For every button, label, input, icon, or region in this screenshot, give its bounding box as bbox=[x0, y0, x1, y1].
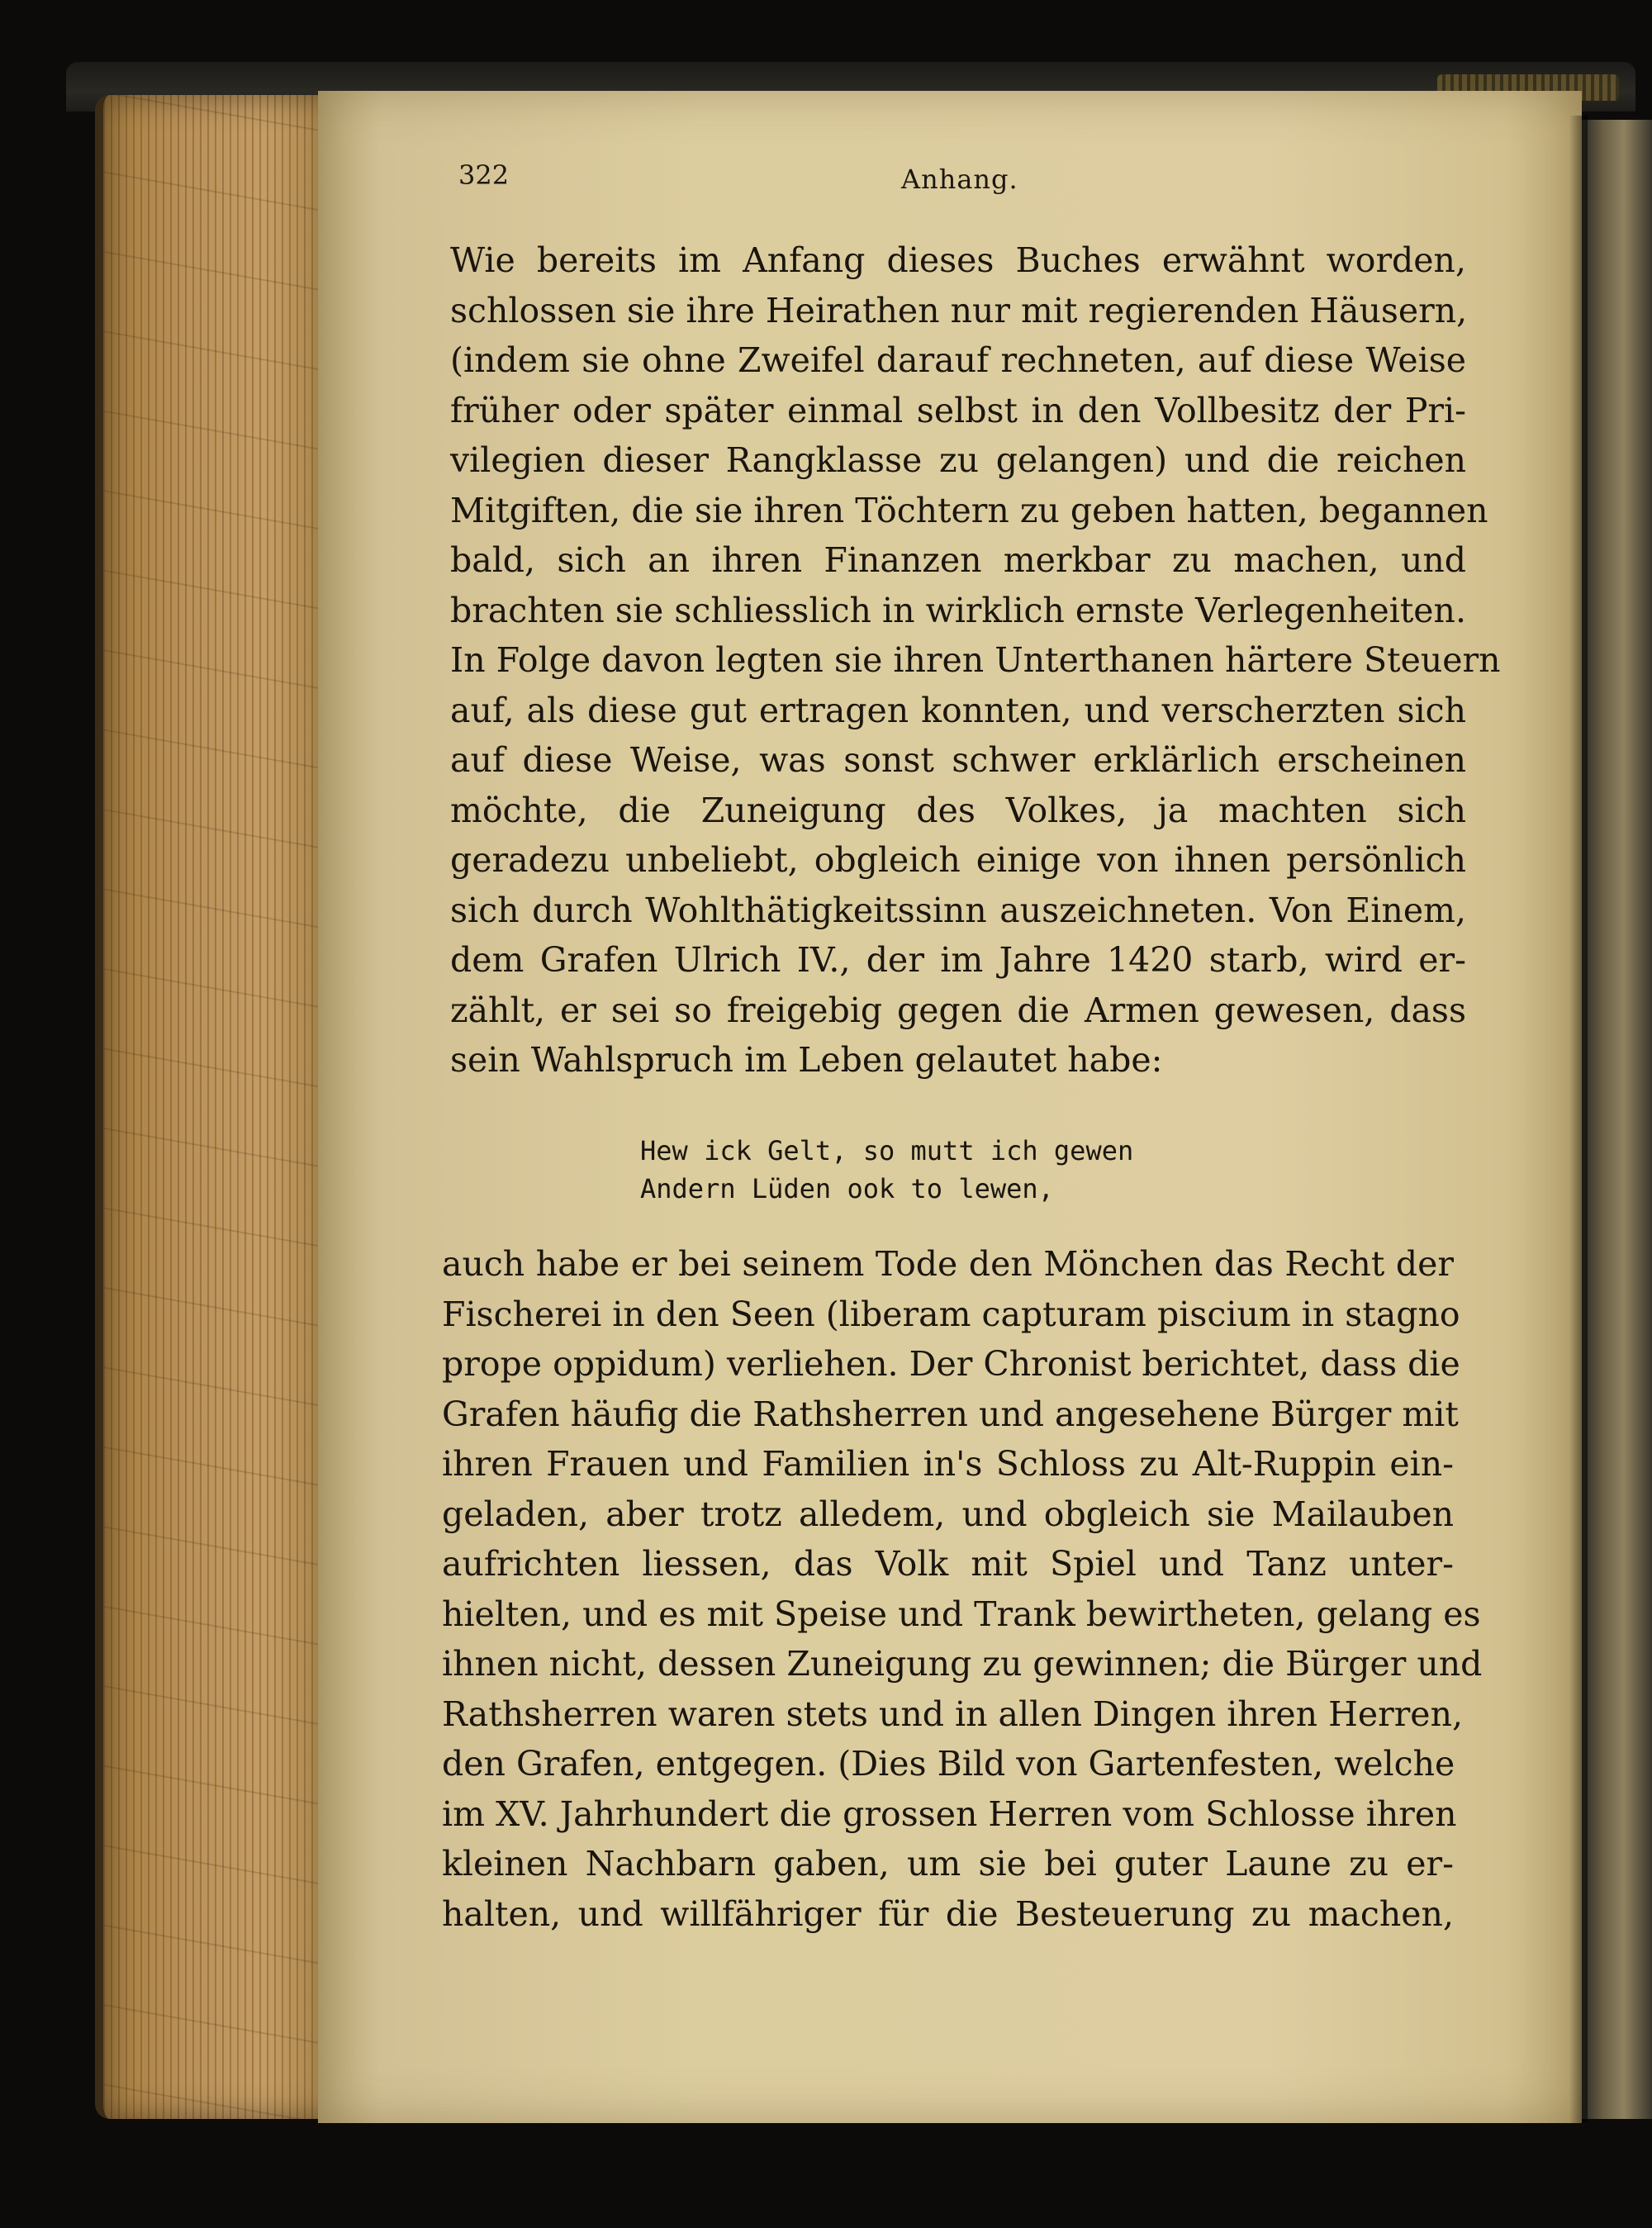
text-line: dem Grafen Ulrich IV., der im Jahre 1420 starb, wird er- bbox=[450, 940, 1466, 980]
text-line: im XV. Jahrhundert die grossen Herren vom Schlosse ihren bbox=[442, 1793, 1457, 1834]
text-line: Wie bereits im Anfang dieses Buches erwähnt worden, bbox=[450, 240, 1466, 280]
text-line: Rathsherren waren stets und in allen Dingen ihren Herren, bbox=[442, 1694, 1464, 1734]
page-block-edge bbox=[95, 95, 335, 2119]
paragraph-1 bbox=[450, 235, 1501, 1085]
text-line: hielten, und es mit Speise und Trank bewirtheten, gelang es bbox=[442, 1594, 1481, 1634]
verse-quote bbox=[640, 1132, 1133, 1208]
text-line: möchte, die Zuneigung des Volkes, ja machten sich bbox=[450, 790, 1466, 830]
text-line: schlossen sie ihre Heirathen nur mit regierenden Häusern, bbox=[450, 290, 1468, 330]
text-line: kleinen Nachbarn gaben, um sie bei guter Laune zu er- bbox=[442, 1844, 1454, 1884]
text-line: auf, als diese gut ertragen konnten, und verscherzten sich bbox=[450, 690, 1466, 730]
text-line: brachten sie schliesslich in wirklich ernste Verlegenheiten. bbox=[450, 590, 1466, 630]
facing-page-edge bbox=[1582, 120, 1652, 2119]
page-number: 322 bbox=[458, 159, 510, 191]
text-line: Mitgiften, die sie ihren Töchtern zu geben hatten, begannen bbox=[450, 490, 1488, 530]
text-line: sich durch Wohlthätigkeitssinn auszeichneten. Von Einem, bbox=[450, 890, 1466, 930]
text-line: Grafen häufig die Rathsherren und angesehene Bürger mit bbox=[442, 1394, 1459, 1434]
text-line: vilegien dieser Rangklasse zu gelangen) und die reichen bbox=[450, 440, 1466, 480]
paragraph-2 bbox=[442, 1239, 1483, 1939]
text-line: auf diese Weise, was sonst schwer erklärlich erscheinen bbox=[450, 740, 1466, 780]
text-line: sein Wahlspruch im Leben gelautet habe: bbox=[450, 1040, 1163, 1080]
text-line: früher oder später einmal selbst in den Vollbesitz der Pri- bbox=[450, 390, 1466, 430]
verse-line: Hew ick Gelt, so mutt ich gewen bbox=[640, 1135, 1134, 1166]
text-line: ihnen nicht, dessen Zuneigung zu gewinnen; die Bürger und bbox=[442, 1644, 1483, 1684]
text-line: geladen, aber trotz alledem, und obgleich sie Mailauben bbox=[442, 1494, 1454, 1534]
verse-line: Andern Lüden ook to lewen, bbox=[640, 1173, 1054, 1204]
text-line: bald, sich an ihren Finanzen merkbar zu machen, und bbox=[450, 540, 1466, 580]
text-line: geradezu unbeliebt, obgleich einige von ihnen persönlich bbox=[450, 840, 1466, 880]
text-line: den Grafen, entgegen. (Dies Bild von Gartenfesten, welche bbox=[442, 1744, 1455, 1784]
text-line: In Folge davon legten sie ihren Unterthanen härtere Steuern bbox=[450, 640, 1501, 680]
text-line: halten, und willfähriger für die Besteuerung zu machen, bbox=[442, 1893, 1454, 1934]
text-line: aufrichten liessen, das Volk mit Spiel und Tanz unter- bbox=[442, 1544, 1454, 1584]
text-line: auch habe er bei seinem Tode den Mönchen das Recht der bbox=[442, 1244, 1454, 1284]
text-line: Fischerei in den Seen (liberam capturam piscium in stagno bbox=[442, 1294, 1460, 1334]
text-line: prope oppidum) verliehen. Der Chronist berichtet, dass die bbox=[442, 1344, 1460, 1384]
text-line: zählt, er sei so freigebig gegen die Armen gewesen, dass bbox=[450, 990, 1466, 1030]
text-line: (indem sie ohne Zweifel darauf rechneten, auf diese Weise bbox=[450, 340, 1466, 380]
text-line: ihren Frauen und Familien in's Schloss zu Alt-Ruppin ein- bbox=[442, 1444, 1454, 1484]
running-head: Anhang. bbox=[901, 164, 1018, 195]
page-fold-shadow bbox=[1569, 116, 1588, 2123]
page-header bbox=[458, 159, 1119, 201]
